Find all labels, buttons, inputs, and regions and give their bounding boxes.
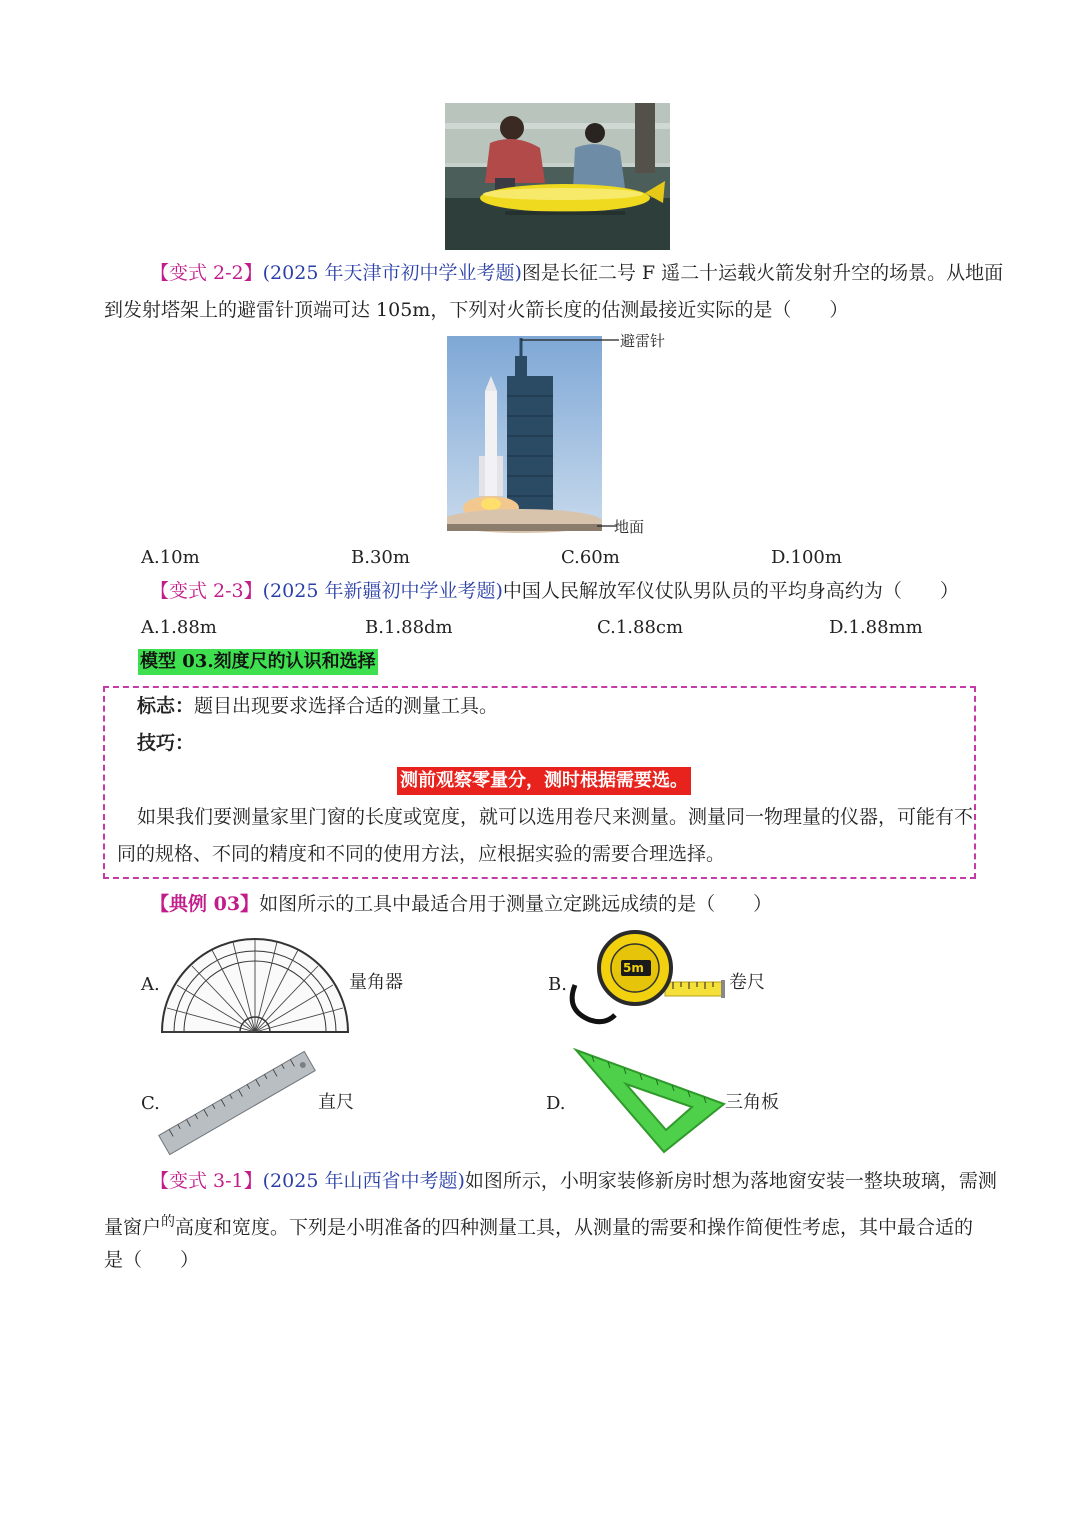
ex03-d-letter: D. xyxy=(546,1093,566,1114)
q31-line2b: 高度和宽度。下列是小明准备的四种测量工具，从测量的需要和操作简便性考虑，其中最合适的 xyxy=(175,1216,974,1239)
ex03-d-name: 三角板 xyxy=(725,1092,779,1113)
q22-option-c: C.60m xyxy=(561,547,620,568)
tip-banner: 测前观察零量分，测时根据需要选。 xyxy=(397,767,691,795)
q22-tag: 【变式 2-2】 xyxy=(150,262,263,284)
q23-option-d: D.1.88mm xyxy=(829,617,923,638)
sign-label: 标志： xyxy=(137,695,195,717)
sign-text: 题目出现要求选择合适的测量工具。 xyxy=(194,695,499,717)
q31-tag: 【变式 3-1】 xyxy=(150,1170,263,1192)
q22-option-d: D.100m xyxy=(771,547,842,568)
q23-option-c: C.1.88cm xyxy=(597,617,684,638)
ruler-icon xyxy=(155,1048,320,1162)
tape-measure-label: 5m xyxy=(623,961,644,975)
tip-para-line1: 如果我们要测量家里门窗的长度或宽度，就可以选用卷尺来测量。测量同一物理量的仪器，可能有不 xyxy=(137,806,974,828)
tape-measure-icon xyxy=(565,930,730,1034)
q31-line3: 是（ ） xyxy=(104,1249,200,1271)
lab-photo xyxy=(445,103,670,250)
ex03-line xyxy=(150,895,772,914)
q23-text: 中国人民解放军仪仗队男队员的平均身高约为（ ） xyxy=(502,580,959,602)
q23-option-a: A.1.88m xyxy=(141,617,217,638)
ex03-tag: 【典例 03】 xyxy=(150,893,260,915)
q22-text: 图是长征二号 F 遥二十运载火箭发射升空的场景。从地面 xyxy=(521,262,1004,284)
model-title: 模型 03.刻度尺的认识和选择 xyxy=(138,649,378,675)
q22-line2: 到发射塔架上的避雷针顶端可达 105m，下列对火箭长度的估测最接近实际的是（ ） xyxy=(104,299,849,321)
rocket-label-bottom: 地面 xyxy=(614,518,645,536)
set-square-icon xyxy=(572,1048,732,1158)
q31-line1 xyxy=(150,1172,997,1191)
q31-source: (2025 年山西省中考题) xyxy=(262,1170,465,1192)
sign-line xyxy=(137,697,498,716)
protractor-icon xyxy=(160,928,350,1040)
q22-option-b: B.30m xyxy=(351,547,410,568)
ex03-a-name: 量角器 xyxy=(349,972,403,993)
ex03-b-letter: B. xyxy=(548,974,567,995)
ex03-a-letter: A. xyxy=(141,974,160,995)
q23-tag: 【变式 2-3】 xyxy=(150,580,263,602)
ex03-c-letter: C. xyxy=(141,1093,160,1114)
ex03-b-name: 卷尺 xyxy=(729,972,765,993)
ex03-text: 如图所示的工具中最适合用于测量立定跳远成绩的是（ ） xyxy=(259,893,773,915)
q31-line2a: 量窗户 xyxy=(104,1216,162,1239)
q23-source: (2025 年新疆初中学业考题) xyxy=(262,580,503,602)
tip-label: 技巧： xyxy=(137,732,195,754)
q31-text: 如图所示，小明家装修新房时想为落地窗安装一整块玻璃，需测 xyxy=(464,1170,997,1192)
q31-line2-sup: 的 xyxy=(161,1214,176,1230)
rocket-label-top: 避雷针 xyxy=(620,332,666,350)
tip-para-line2: 同的规格、不同的精度和不同的使用方法，应根据实验的需要合理选择。 xyxy=(117,843,726,865)
q22-source: (2025 年天津市初中学业考题) xyxy=(262,262,522,284)
ex03-c-name: 直尺 xyxy=(318,1092,354,1113)
q23-line xyxy=(150,582,959,601)
q22-option-a: A.10m xyxy=(141,547,200,568)
q31-line2 xyxy=(104,1215,973,1237)
rocket-figure xyxy=(447,332,677,536)
q22-line1 xyxy=(150,264,1003,283)
q23-option-b: B.1.88dm xyxy=(365,617,453,638)
